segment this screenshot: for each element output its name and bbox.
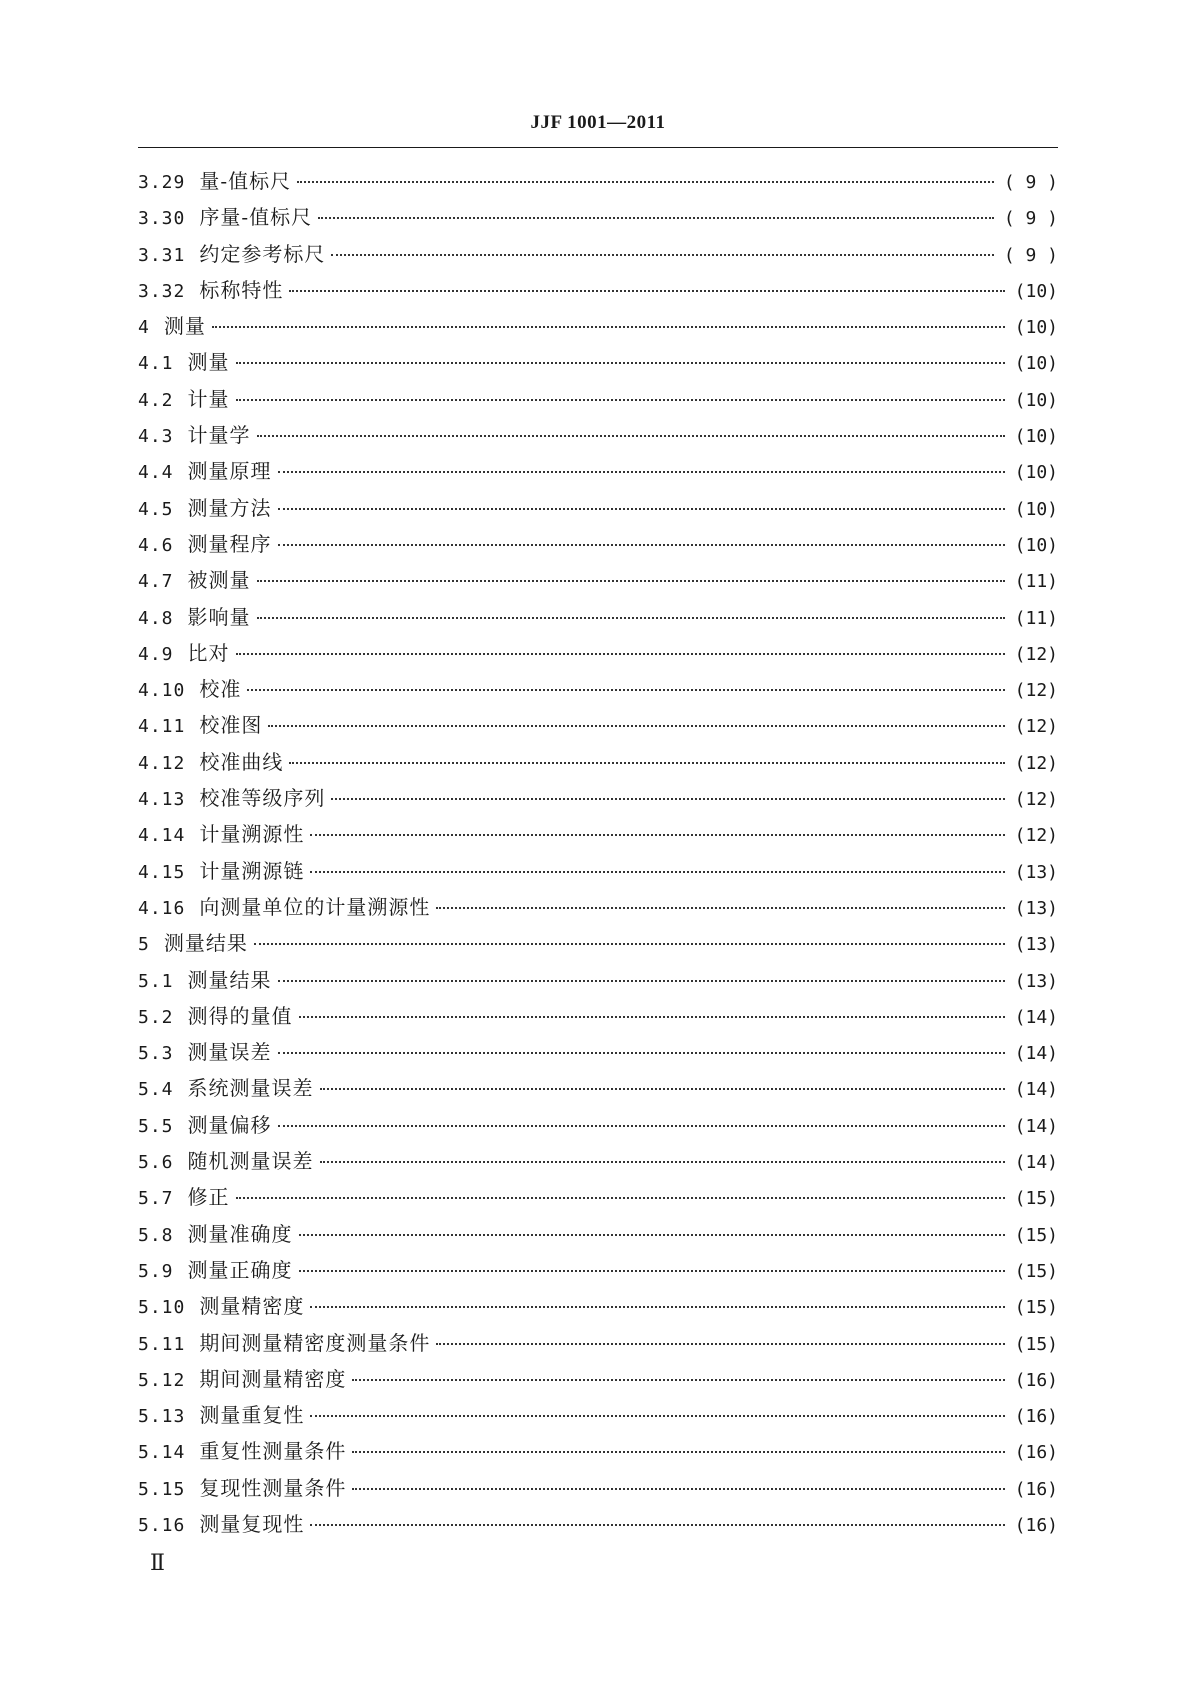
toc-entry[interactable] [138,818,1058,854]
toc-page-number: (12) [1014,680,1058,702]
toc-entry[interactable] [138,1254,1058,1290]
toc-section-title: 向测量单位的计量溯源性 [199,894,431,919]
toc-entry[interactable] [138,383,1058,419]
toc-dot-leader [278,471,1005,473]
toc-dot-leader [236,653,1005,655]
toc-section-number: 3.30 [138,208,186,230]
toc-dot-leader [212,326,1005,328]
toc-section-title: 计量学 [187,423,251,448]
toc-section-title: 测量 [163,314,206,339]
toc-dot-leader [236,399,1005,401]
page-number: Ⅱ [150,1550,165,1575]
toc-entry[interactable] [138,964,1058,1000]
toc-section-title: 测量方法 [187,495,272,520]
toc-section-number: 5.3 [138,1043,174,1065]
toc-section-number: 5.8 [138,1224,174,1246]
toc-page-number: (14) [1014,1115,1058,1137]
toc-page-number: (12) [1014,789,1058,811]
toc-entry[interactable] [138,637,1058,673]
toc-page-number: (13) [1014,897,1058,919]
toc-entry[interactable] [138,709,1058,745]
toc-section-number: 5.12 [138,1369,186,1391]
toc-section-title: 测量程序 [187,531,272,556]
toc-entry[interactable] [138,492,1058,528]
toc-entry[interactable] [138,855,1058,891]
toc-dot-leader [352,1488,1004,1490]
toc-page-number: (16) [1014,1514,1058,1536]
toc-page-number: (12) [1014,825,1058,847]
toc-page-number: (13) [1014,861,1058,883]
toc-page-number: (11) [1014,607,1058,629]
toc-entry[interactable] [138,1181,1058,1217]
toc-entry[interactable] [138,601,1058,637]
toc-entry[interactable] [138,419,1058,455]
toc-page-number: (10) [1014,498,1058,520]
toc-section-number: 5.16 [138,1514,186,1536]
toc-section-number: 4.8 [138,607,174,629]
toc-section-number: 5 [138,934,150,956]
toc-section-title: 测量误差 [187,1040,272,1065]
toc-page-number: (16) [1014,1369,1058,1391]
toc-page-number: (15) [1014,1188,1058,1210]
toc-section-number: 5.2 [138,1006,174,1028]
toc-dot-leader [278,980,1005,982]
toc-entry[interactable] [138,1036,1058,1072]
toc-section-title: 期间测量精密度测量条件 [199,1330,431,1355]
toc-page-number: ( 9 ) [1003,244,1058,266]
toc-section-title: 测量结果 [163,931,248,956]
toc-dot-leader [320,1088,1005,1090]
toc-dot-leader [436,1343,1004,1345]
toc-page-number: (15) [1014,1333,1058,1355]
toc-page-number: (12) [1014,643,1058,665]
toc-section-number: 3.32 [138,280,186,302]
toc-section-number: 4.9 [138,643,174,665]
toc-entry[interactable] [138,201,1058,237]
toc-dot-leader [310,1415,1004,1417]
toc-page-number: (14) [1014,1079,1058,1101]
toc-page-number: (16) [1014,1442,1058,1464]
toc-section-number: 4.14 [138,825,186,847]
toc-page-number: ( 9 ) [1003,208,1058,230]
toc-page-number: (14) [1014,1006,1058,1028]
toc-dot-leader [299,1270,1005,1272]
toc-entry[interactable] [138,346,1058,382]
toc-dot-leader [278,508,1005,510]
toc-section-number: 3.31 [138,244,186,266]
toc-section-title: 比对 [187,640,230,665]
toc-entry[interactable] [138,1290,1058,1326]
toc-entry[interactable] [138,1363,1058,1399]
toc-page-number: (12) [1014,716,1058,738]
toc-section-title: 被测量 [187,568,251,593]
toc-section-number: 5.9 [138,1260,174,1282]
toc-entry[interactable] [138,1472,1058,1508]
toc-section-number: 4 [138,317,150,339]
toc-entry[interactable] [138,1218,1058,1254]
toc-section-number: 4.12 [138,752,186,774]
toc-entry[interactable] [138,455,1058,491]
toc-section-title: 计量溯源链 [199,858,305,883]
toc-section-number: 4.4 [138,462,174,484]
toc-page-number: (11) [1014,571,1058,593]
toc-entry[interactable] [138,1399,1058,1435]
toc-dot-leader [331,798,1004,800]
toc-entry[interactable] [138,673,1058,709]
toc-dot-leader [236,1197,1005,1199]
toc-section-number: 4.1 [138,353,174,375]
toc-dot-leader [297,181,994,183]
toc-section-number: 5.6 [138,1152,174,1174]
toc-page-number: (14) [1014,1152,1058,1174]
toc-section-title: 测得的量值 [187,1003,293,1028]
toc-entry[interactable] [138,274,1058,310]
toc-section-title: 约定参考标尺 [199,241,326,266]
toc-page-number: (10) [1014,462,1058,484]
toc-entry[interactable] [138,564,1058,600]
toc-section-title: 重复性测量条件 [199,1439,347,1464]
toc-dot-leader [352,1379,1004,1381]
toc-section-number: 5.7 [138,1188,174,1210]
toc-section-title: 测量结果 [187,967,272,992]
toc-dot-leader [236,362,1005,364]
toc-entry[interactable] [138,1072,1058,1108]
toc-dot-leader [289,290,1004,292]
toc-dot-leader [289,762,1004,764]
toc-section-title: 影响量 [187,604,251,629]
toc-section-title: 序量-值标尺 [199,205,313,230]
table-of-contents [138,165,1058,1544]
toc-dot-leader [310,871,1004,873]
toc-dot-leader [320,1161,1005,1163]
toc-dot-leader [352,1451,1004,1453]
toc-page-number: (14) [1014,1043,1058,1065]
toc-dot-leader [278,1125,1005,1127]
toc-section-title: 测量复现性 [199,1511,305,1536]
toc-section-number: 5.13 [138,1406,186,1428]
toc-entry[interactable] [138,1435,1058,1471]
toc-section-title: 期间测量精密度 [199,1366,347,1391]
toc-page-number: (10) [1014,534,1058,556]
toc-section-title: 校准曲线 [199,749,284,774]
toc-section-title: 修正 [187,1185,230,1210]
toc-page-number: (10) [1014,426,1058,448]
toc-dot-leader [278,1052,1005,1054]
toc-dot-leader [278,544,1005,546]
toc-section-number: 4.7 [138,571,174,593]
toc-dot-leader [257,435,1005,437]
toc-section-title: 系统测量误差 [187,1076,314,1101]
toc-dot-leader [310,834,1004,836]
toc-dot-leader [436,907,1004,909]
toc-section-number: 5.4 [138,1079,174,1101]
toc-section-title: 复现性测量条件 [199,1475,347,1500]
toc-entry[interactable] [138,782,1058,818]
toc-entry[interactable] [138,310,1058,346]
toc-section-number: 4.5 [138,498,174,520]
toc-page-number: (16) [1014,1478,1058,1500]
toc-entry[interactable] [138,1145,1058,1181]
toc-section-number: 4.6 [138,534,174,556]
toc-dot-leader [247,689,1004,691]
toc-entry[interactable] [138,891,1058,927]
toc-entry[interactable] [138,1508,1058,1544]
toc-section-number: 4.16 [138,897,186,919]
toc-page-number: (10) [1014,280,1058,302]
toc-page-number: (15) [1014,1297,1058,1319]
toc-section-number: 5.15 [138,1478,186,1500]
toc-section-number: 5.1 [138,970,174,992]
toc-dot-leader [299,1016,1005,1018]
toc-dot-leader [257,617,1005,619]
toc-page-number: (15) [1014,1260,1058,1282]
toc-section-title: 校准图 [199,713,263,738]
toc-section-number: 5.11 [138,1333,186,1355]
toc-section-title: 量-值标尺 [199,169,292,193]
toc-section-number: 5.14 [138,1442,186,1464]
toc-section-number: 4.10 [138,680,186,702]
toc-page-number: (12) [1014,752,1058,774]
toc-section-title: 测量准确度 [187,1221,293,1246]
toc-section-number: 4.3 [138,426,174,448]
toc-entry[interactable] [138,927,1058,963]
toc-dot-leader [331,254,993,256]
toc-section-title: 随机测量误差 [187,1149,314,1174]
toc-section-title: 计量 [187,386,230,411]
toc-page-number: (16) [1014,1406,1058,1428]
toc-entry[interactable] [138,1000,1058,1036]
toc-page-number: (13) [1014,970,1058,992]
toc-section-title: 计量溯源性 [199,822,305,847]
toc-page-number: (13) [1014,934,1058,956]
toc-section-number: 4.15 [138,861,186,883]
toc-section-number: 3.29 [138,172,186,193]
toc-section-number: 4.13 [138,789,186,811]
toc-dot-leader [318,217,994,219]
toc-section-title: 测量 [187,350,230,375]
toc-section-title: 测量偏移 [187,1112,272,1137]
toc-section-title: 测量正确度 [187,1257,293,1282]
page-header: JJF 1001—2011 [530,112,666,133]
toc-page-number: (10) [1014,353,1058,375]
toc-dot-leader [310,1524,1004,1526]
toc-dot-leader [268,725,1004,727]
toc-section-title: 校准等级序列 [199,786,326,811]
toc-dot-leader [254,943,1005,945]
toc-dot-leader [257,580,1005,582]
toc-section-title: 测量精密度 [199,1294,305,1319]
toc-section-title: 标称特性 [199,277,284,302]
toc-entry[interactable] [138,746,1058,782]
toc-entry[interactable] [138,1327,1058,1363]
toc-dot-leader [299,1234,1005,1236]
toc-section-number: 5.5 [138,1115,174,1137]
toc-section-number: 5.10 [138,1297,186,1319]
toc-dot-leader [310,1306,1004,1308]
toc-section-number: 4.2 [138,389,174,411]
toc-entry[interactable] [138,238,1058,274]
toc-section-title: 校准 [199,677,242,702]
toc-entry[interactable] [138,528,1058,564]
toc-page-number: (10) [1014,317,1058,339]
toc-section-title: 测量原理 [187,459,272,484]
toc-section-number: 4.11 [138,716,186,738]
toc-entry[interactable] [138,165,1058,201]
toc-page-number: ( 9 ) [1003,172,1058,193]
header-rule [138,147,1058,148]
toc-page-number: (10) [1014,389,1058,411]
toc-entry[interactable] [138,1109,1058,1145]
toc-section-title: 测量重复性 [199,1403,305,1428]
toc-page-number: (15) [1014,1224,1058,1246]
